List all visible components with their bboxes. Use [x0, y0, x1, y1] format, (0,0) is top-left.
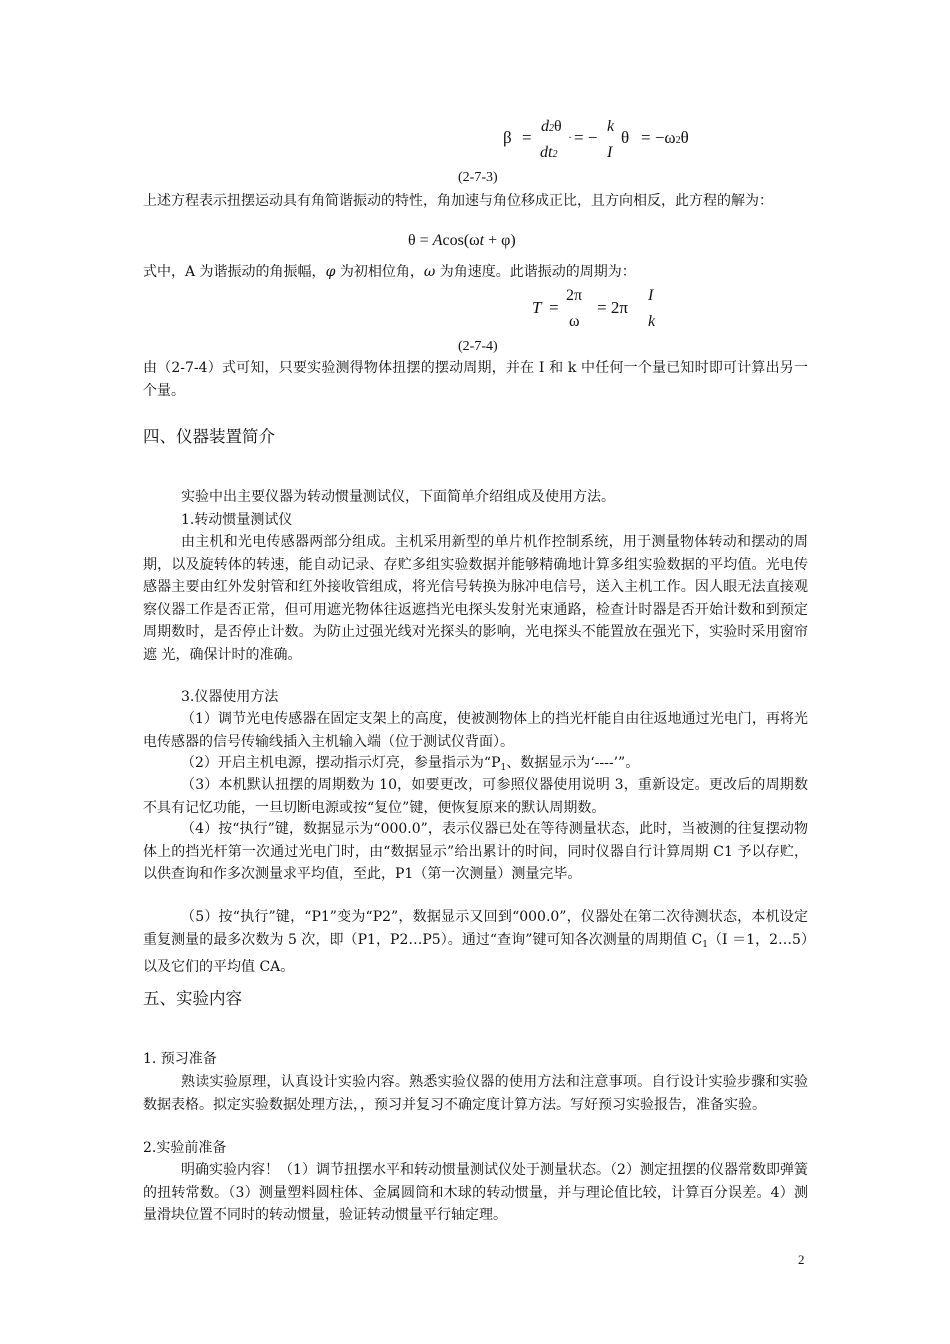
paragraph-variable-definitions: 式中，A 为谐振动的角振幅，φ 为初相位角，ω 为角速度。此谐振动的周期为： — [143, 264, 636, 280]
section-heading-experiment-content: 五、实验内容 — [143, 989, 242, 1008]
fraction-k: k — [607, 118, 615, 135]
paragraph-step-1: （1）调节光电传感器在固定支架上的高度，使被测物体上的挡光杆能自由往返地通过光电门，再将光电传感器的信号传输线插入主机输入端（位于测试仪背面）。 — [143, 711, 808, 750]
paragraph-step-5: （5）按“执行”键，“P1”变为“P2”，数据显示又回到“000.0”，仪器处在第二次待测状态，本机设定重复测量的最多次数为 5 次，即（P1，P2…P5）。通过“查询”键可知各次测量的周期值 $C_1(I =1$，2…5）以及它们的平均值 CA。 — [143, 909, 809, 976]
beta-symbol: β — [503, 128, 512, 147]
paragraph-preview: 熟读实验原理，认真设计实验内容。熟悉实验仪器的使用方法和注意事项。自行设计实验步骤和实验数据表格。拟定实验数据处理方法，，预习并复习不确定度计算方法。写好预习实验报告，准备实验。 — [143, 1074, 808, 1113]
paragraph-step-2: （2）开启主机电源，摆动指示灯亮，参量指示为“$P_1$、数据显示为‘----’”。 — [181, 755, 640, 773]
equals-2pi: = 2π — [597, 298, 628, 317]
paragraph-tester-description: 由主机和光电传感器两部分组成。主机采用新型的单片机作控制系统，用于测量物体转动和摆动的周期，以及旋转体的转速，能自动记录、存贮多组实验数据并能够精确地计算多组实验数据的平均值。光电传感器主要由红外发射管和红外接收管组成，将光信号转换为脉冲电信号，送入主机工作。因人眼无法直接观察仪器工作是否正常，但可用遮光物体往返遮挡光电探头发射光束通路，检查计时器是否开始计数和到预定周期数时，是否停止计数。为防止过强光线对光探头的影响，光电探头不能置放在强光下，实验时采用窗帘遮 光，确保计时的准确。 — [143, 534, 808, 663]
fraction-2pi: 2π — [566, 287, 583, 304]
equals-minus: = − — [574, 128, 598, 147]
paragraph-instrument-intro: 实验中出主要仪器为转动惯量测试仪，下面简单介绍组成及使用方法。 — [181, 489, 615, 505]
equation-label-2-7-4: (2-7-4) — [458, 339, 498, 354]
theta-symbol: θ — [621, 128, 630, 147]
page-number: 2 — [798, 1252, 805, 1267]
equation-label-2-7-3: (2-7-3) — [458, 170, 498, 185]
subheading-preview: 1. 预习准备 — [143, 1051, 217, 1067]
period-T: T — [532, 298, 542, 317]
fraction-k: k — [648, 313, 656, 330]
paragraph-step-4: （4）按“执行”键，数据显示为“000.0”，表示仪器已处在等待测量状态，此时，当被测的往复摆动物体上的挡光杆第一次通过光电门时，由“数据显示”给出累计的时间，同时仪器自行计算周期 C1 予以存贮，以供查询和作多次测量求平均值，至此，P1（第一次测量）测量完毕。 — [143, 821, 808, 883]
section-heading-instruments: 四、仪器装置简介 — [143, 427, 275, 446]
paragraph-torsion-motion: 上述方程表示扭摆运动具有角简谐振动的特性，角加速与角位移成正比，且方向相反，此方程的解为： — [143, 193, 773, 209]
fraction-denominator: dt2 — [540, 144, 558, 161]
fraction-I: I — [607, 144, 613, 161]
subheading-usage: 3.仪器使用方法 — [181, 689, 279, 705]
equals-sign: = — [549, 298, 559, 317]
fraction-numerator: d2θ — [541, 118, 562, 135]
equals-sign: = — [522, 128, 532, 147]
fraction-I: I — [648, 287, 654, 304]
subheading-preparation: 2.实验前准备 — [143, 1140, 227, 1156]
equation-solution: θ = Acos(ωt + φ) — [408, 232, 516, 249]
equation-mark: · — [568, 130, 572, 144]
paragraph-period-usage: 由（2-7-4）式可知，只要实验测得物体扭摆的摆动周期，并在 I 和 k 中任何一个量已知时即可计算出另一个量。 — [143, 360, 808, 399]
omega-term: = −ω2θ — [641, 128, 689, 147]
paragraph-step-3: （3）本机默认扭摆的周期数为 10，如要更改，可参照仪器使用说明 3，重新设定。更改后的周期数不具有记忆功能，一旦切断电源或按“复位”键，便恢复原来的默认周期数。 — [143, 777, 808, 816]
fraction-omega: ω — [569, 313, 580, 330]
subheading-tester: 1.转动惯量测试仪 — [181, 512, 293, 528]
paragraph-preparation: 明确实验内容！（1）调节扭摆水平和转动惯量测试仪处于测量状态。（2）测定扭摆的仪器常数即弹簧的扭转常数。（3）测量塑料圆柱体、金属圆筒和木球的转动惯量，并与理论值比较，计算百分误差。4）测量滑块位置不同时的转动惯量，验证转动惯量平行轴定理。 — [143, 1162, 808, 1224]
